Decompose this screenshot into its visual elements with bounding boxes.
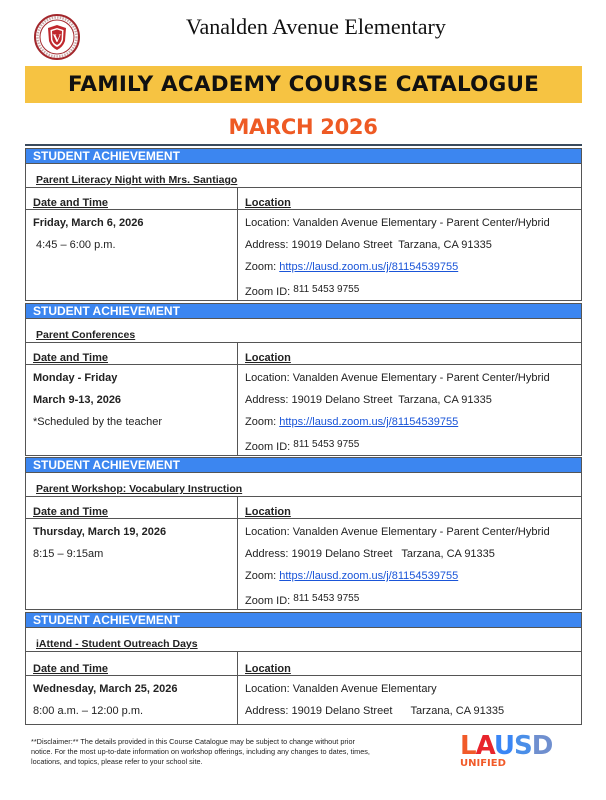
event-time: 4:45 – 6:00 p.m. <box>36 239 116 251</box>
location-text: Location: Vanalden Avenue Elementary - Parent Center/Hybrid <box>245 217 550 229</box>
zoom-id: 811 5453 9755 <box>293 593 360 604</box>
zoom-id-label: Zoom ID: <box>245 441 294 453</box>
zoom-link[interactable]: https://lausd.zoom.us/j/81154539755 <box>279 416 459 428</box>
zoom-id-row <box>238 283 581 300</box>
zoom-id-row <box>238 438 581 455</box>
zoom-id-row <box>238 592 581 609</box>
zoom-row <box>238 416 581 438</box>
address-text: Address: 19019 Delano Street Tarzana, CA 91335 <box>245 239 492 251</box>
lausd-letter: A <box>475 731 494 761</box>
lausd-logo <box>460 733 580 777</box>
location-text: Location: Vanalden Avenue Elementary - Parent Center/Hybrid <box>245 526 550 538</box>
course-title: Parent Literacy Night with Mrs. Santiago <box>36 174 238 186</box>
lausd-letter: S <box>514 731 532 761</box>
event-date: Wednesday, March 25, 2026 <box>33 683 178 695</box>
event-note: *Scheduled by the teacher <box>33 416 163 428</box>
lausd-letter: D <box>531 731 553 761</box>
event-time: 8:00 a.m. – 12:00 p.m. <box>33 705 144 717</box>
location-text: Location: Vanalden Avenue Elementary <box>245 683 437 695</box>
lausd-letter: L <box>460 731 476 761</box>
course-section <box>25 612 582 725</box>
location-header: Location <box>245 506 291 518</box>
zoom-row <box>238 570 581 592</box>
zoom-label: Zoom: <box>245 261 280 273</box>
date-time-header: Date and Time <box>33 352 108 364</box>
zoom-label: Zoom: <box>245 570 280 582</box>
category-header: STUDENT ACHIEVEMENT <box>26 304 581 319</box>
lausd-wordmark <box>460 733 580 759</box>
lausd-unified-label: UNIFIED <box>460 758 506 769</box>
category-header: STUDENT ACHIEVEMENT <box>26 149 581 164</box>
location-text: Location: Vanalden Avenue Elementary - Parent Center/Hybrid <box>245 372 550 384</box>
zoom-id-label: Zoom ID: <box>245 286 294 298</box>
disclaimer-text: **Disclaimer:** The details provided in this Course Catalogue may be subject to change without prior notice. For the most up-to-date information on workshop offerings, including any changes to dates, times, locations, and topics, please refer to your school site. <box>31 737 370 766</box>
zoom-id: 811 5453 9755 <box>293 284 360 295</box>
course-title: Parent Workshop: Vocabulary Instruction <box>36 483 243 495</box>
course-title-row <box>26 319 581 343</box>
course-section <box>25 303 582 456</box>
zoom-link[interactable]: https://lausd.zoom.us/j/81154539755 <box>279 570 459 582</box>
location-header: Location <box>245 197 291 209</box>
catalogue-title: FAMILY ACADEMY COURSE CATALOGUE <box>67 72 539 97</box>
location-header: Location <box>245 663 291 675</box>
course-section <box>25 148 582 301</box>
address-text: Address: 19019 Delano Street Tarzana, CA 91335 <box>245 705 505 717</box>
zoom-id-label: Zoom ID: <box>245 595 294 607</box>
lausd-letter: U <box>493 731 515 761</box>
month-heading: MARCH 2026 <box>228 115 378 139</box>
address-text: Address: 19019 Delano Street Tarzana, CA 91335 <box>245 394 492 406</box>
school-name: Vanalden Avenue Elementary <box>186 14 446 39</box>
catalogue-banner <box>25 66 582 103</box>
svg-text:V: V <box>52 31 62 45</box>
zoom-row <box>238 261 581 283</box>
zoom-id: 811 5453 9755 <box>293 439 360 450</box>
course-title: Parent Conferences <box>36 329 136 341</box>
event-date: Friday, March 6, 2026 <box>33 217 144 229</box>
date-time-header: Date and Time <box>33 506 108 518</box>
zoom-link[interactable]: https://lausd.zoom.us/j/81154539755 <box>279 261 459 273</box>
event-time: 8:15 – 9:15am <box>33 548 104 560</box>
event-days: Monday - Friday <box>33 372 118 384</box>
event-date: Thursday, March 19, 2026 <box>33 526 167 538</box>
course-title-row <box>26 164 581 188</box>
school-logo <box>34 14 80 60</box>
category-header: STUDENT ACHIEVEMENT <box>26 458 581 473</box>
divider <box>25 144 582 146</box>
location-header: Location <box>245 352 291 364</box>
date-time-header: Date and Time <box>33 663 108 675</box>
course-title-row <box>26 628 581 652</box>
address-text: Address: 19019 Delano Street Tarzana, CA 91335 <box>245 548 495 560</box>
school-crest-icon <box>34 14 80 60</box>
course-title: iAttend - Student Outreach Days <box>36 638 198 650</box>
date-time-header: Date and Time <box>33 197 108 209</box>
course-section <box>25 457 582 610</box>
course-title-row <box>26 473 581 497</box>
event-date: March 9-13, 2026 <box>33 394 122 406</box>
category-header: STUDENT ACHIEVEMENT <box>26 613 581 628</box>
zoom-label: Zoom: <box>245 416 280 428</box>
